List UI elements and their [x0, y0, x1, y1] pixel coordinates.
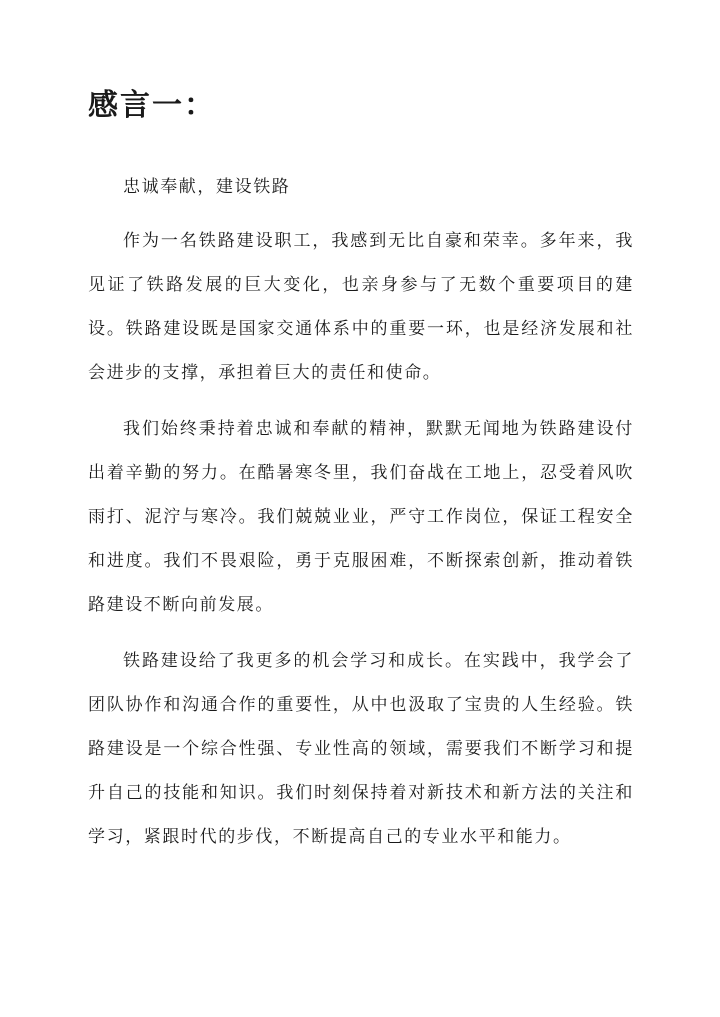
document-subtitle: 忠诚奉献，建设铁路 [123, 177, 291, 197]
paragraph-3: 铁路建设给了我更多的机会学习和成长。在实践中，我学会了团队协作和沟通合作的重要性，从中也汲取了宝贵的人生经验。铁路建设是一个综合性强、专业性高的领域，需要我们不断学习和提升自己的技能和知识。我们时刻保持着对新技术和新方法的关注和学习，紧跟时代的步伐，不断提高自己的专业水平和能力。 [88, 651, 634, 847]
paragraph-1: 作为一名铁路建设职工，我感到无比自豪和荣幸。多年来，我见证了铁路发展的巨大变化，也亲身参与了无数个重要项目的建设。铁路建设既是国家交通体系中的重要一环，也是经济发展和社会进步的支撑，承担着巨大的责任和使命。 [88, 231, 634, 383]
paragraph-2: 我们始终秉持着忠诚和奉献的精神，默默无闻地为铁路建设付出着辛勤的努力。在酷暑寒冬里，我们奋战在工地上，忍受着风吹雨打、泥泞与寒冷。我们兢兢业业，严守工作岗位，保证工程安全和进度。我们不畏艰险，勇于克服困难，不断探索创新，推动着铁路建设不断向前发展。 [88, 419, 634, 615]
document-heading: 感言一： [88, 88, 216, 123]
